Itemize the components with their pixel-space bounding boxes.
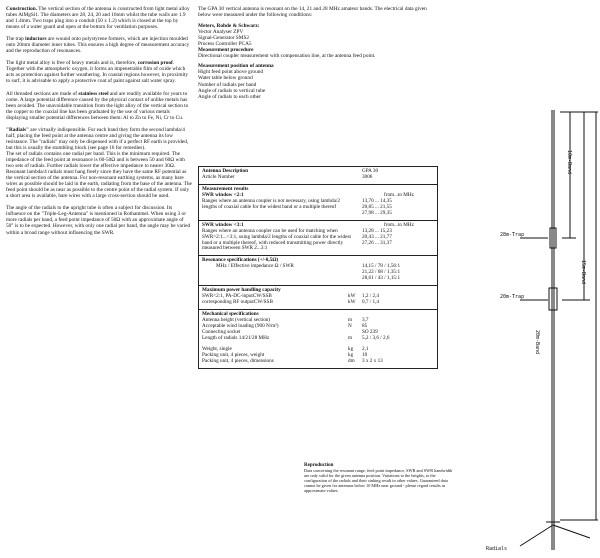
para-radials: "Radials" are virtually indispensible. For each band they form the second lambda/4 half, placing the feed point at the antenna centre and giving the antenna its low resistance. The "radials" may only be dispensed with if a perfect RF earth is provided, but this is usually the stumbling block (see page 16 for remedies). <box>6 126 189 151</box>
trap-lower <box>549 288 557 310</box>
spec-description: Antenna Description GPA 30 Article Number 3006 <box>202 168 379 180</box>
antenna-drawing <box>440 110 600 558</box>
meter-item: Vector Analyser ZPV <box>198 29 244 36</box>
label-trap2: 20m-Trap <box>500 294 525 300</box>
position-item: Angle of radials to each other <box>198 93 261 100</box>
position-block: Measurement position of antenna Hight feed point above ground Water table below ground Number of radials per band Angle of radials to vertical tube Angle of radials to each other <box>198 63 434 99</box>
procedure-block: Measurement procedure Directional coupler measurement with compensation line, at the antenna feed point. <box>198 47 376 60</box>
spec-swr2: Measurement results SWR window <2:1 from...to MHz Ranges where an antenna coupler is not necessary, using lambda/2 lengths of coaxial cable for the widest band or a multiple thereof 13,70 ... 14,35 20,85 ... 21,55 27,98 ... 29,35 <box>199 184 437 220</box>
para-angle: The angle of the radials to the upright tube is often a subject for discussion. Its influence on the "Triple-Leg-Antenna" is mentioned in Rothammel. When using 3 or more radials per band, a feed point impedance of 50Ω with an approximate angle of 50° is to be expected. However, with only one radial per band, the angle may be varied within a broad range without influencing the SWR. <box>6 205 191 236</box>
column-right <box>198 6 434 100</box>
spec-mechanical: Mechanical specifications Antenna height (vertical section) m 3,7 Acceptable wind loading (900 N/m²) N 85 Connecting socket SO 239 Length of radials 14/21/28 MHz m 5,2 / 3,6 / 2,6 Weight, single kg 2,1 Packing unit, 4 pieces, weight kg 10 Packing unit, 4 pieces, dimensions dm 3 x 2 x 13 <box>199 309 437 368</box>
para-inductors: The trap inductors are wound onto polystyrene formers, which are injection moulded onto 20mm diameter inner tubes. This ensures a high degree of measurement accuracy and the reproduction of resonances. <box>6 36 190 55</box>
reproduction-note: Reproduction Data concerning the resonant range, feed point impedance, SWR and SWR bandwidth are only valid for the given antenna position. Variations to the heights, to the configuration of the radials and their sinking result in other values. Guaranteed data cannot be given for antennas below 10 MHz near ground - please regard results as approximate values. <box>304 463 453 493</box>
meter-item: Process Controller PCA5 <box>198 41 252 48</box>
para-corrosion: The light metal alloy is free of heavy metals and is, therefore, corrosion proof. Together with the atmospheric oxygen, it forms an impenetrable film of oxide which acts as protection against further weathering. In coastal regions however, in proximity to surf, it is advisable to apply a protective coat of paint against salt water spray. <box>6 60 189 85</box>
para-construction: Construction. The vertical section of the antenna is constructed from light metal alloy tubes AlMgSi1. The diameters are 28, 24, 20 and 16mm whilst the tube walls are 1.9 and 1.4mm. Two traps plug into a conduit (50 x 1.2) which is closed at the top by means of a water guard and open at the bottom for ventilation purposes. <box>6 6 190 31</box>
spec-swr3: SWR window <3:1 from...to MHz Ranges where an antenna coupler can be used for matching when SWR>2:1...<3:1, using lambda/2 lengths of coaxial cable for the widest band or a multiple thereof, with reduced transmitting power directly measured between SWR 2...3:1 13,28 ... 15,23 20,43 ... 21,77 27,26 ... 31,37 <box>199 220 437 256</box>
spec-resonance: Resonance specifications (+/-0,5Ω) MHz / Effective impedance Ω / SWR 14,15 / 78 / 1,56:1 21,22 / 68 / 1,35:1 28,61 / 43 / 1,15:1 <box>199 255 437 285</box>
position-item: Number of radials per band <box>198 81 257 88</box>
position-item: Angle of radials to vertical tube <box>198 87 266 94</box>
para-intro: The GPA 30 vertical antenna is resonant on the 14, 21 and 28 MHz amateur bands. The electrical data given below were measured under the following conditions: <box>198 6 427 19</box>
label-15m: 15m-Band <box>580 260 586 285</box>
label-trap1: 28m-Trap <box>500 232 525 238</box>
radial-line <box>520 525 553 546</box>
spec-table <box>198 166 438 369</box>
meters-block: Meters, Rohde & Schwarz: Vector Analyser ZPV Signal-Generator SMS2 Process Controller PCA5 <box>198 23 434 47</box>
para-stainless: All threaded sections are made of stainless steel and are readily available for years to come. A large potential difference caused by the physical contact of unlike metals has been avoided. The unavoidable transition from the light alloy of the vertical section to the copper to the coaxial line has been graduated by the use of various metals displaying smaller potential differences between them: Al to Zn to Fe, Ni, Cr to Cu. <box>6 90 189 121</box>
para-radial-set: The set of radials contains one radial per band. This is the minimum required. The impedance of the feed point at resonance is 60-50Ω and is between 50 and 60Ω with two sets of radials. Further radials lower the effective impedance to nearer 30Ω. Resonant lambda/4 radials must hang freely since they have the same RF potential as the vertical section of the antenna. For non-resonant earthing systems, as many bare wires as possible should be laid in the earth, radiating from the base of the antenna. The feed point should be as near as possible to the centre point of the radial system. If only a short area is available, bare wires with a large cross-section should be used. <box>6 150 192 200</box>
column-left <box>6 6 192 242</box>
spec-power: Maximum power handling capacity SWR<2:1, PA-DC-inputCW/SSB kW 1,2 / 2,4 corresponding RF outputCW/SSB kW 0,7 / 1,4 <box>199 285 437 309</box>
trap-upper <box>550 228 556 248</box>
label-radials: Radials <box>486 546 508 552</box>
label-10m: 10m-Band <box>566 150 572 175</box>
position-item: Water table below ground <box>198 75 253 82</box>
label-20m: 20m-Band <box>534 330 540 355</box>
position-item: Hight feed point above ground <box>198 69 264 76</box>
meter-item: Signal-Generator SMS2 <box>198 35 250 42</box>
